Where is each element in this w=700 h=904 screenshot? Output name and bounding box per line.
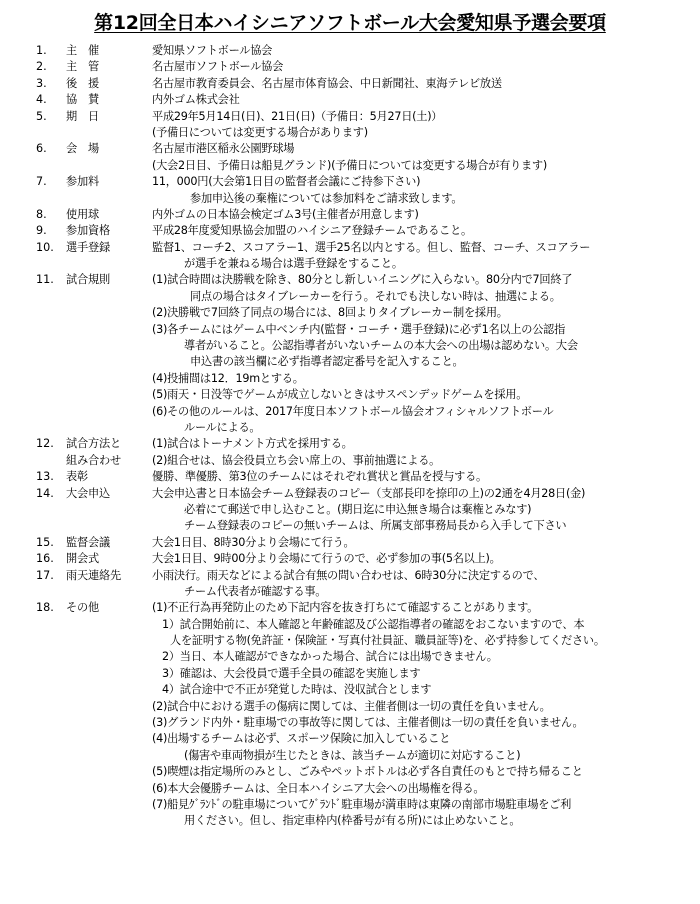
item-text-line: 内外ゴムの日本協会検定ゴム3号(主催者が用意します) bbox=[152, 207, 419, 221]
item-text-line: (大会2日目、予備日は船見グランド)(予備日については変更する場合が有ります) bbox=[152, 158, 547, 172]
item-label: その他 bbox=[66, 601, 99, 615]
item-number: 14. bbox=[36, 486, 54, 500]
item-text-line: (予備日については変更する場合があります) bbox=[152, 125, 368, 139]
guideline-list bbox=[0, 43, 700, 830]
item-text-line: 名古屋市港区稲永公園野球場 bbox=[152, 142, 295, 156]
item-text-line: (5)喫煙は指定場所のみとし、ごみやペットボトルは必ず各自責任のもとで持ち帰ること bbox=[152, 765, 583, 779]
item-label: 主 管 bbox=[66, 60, 99, 74]
item-number: 7. bbox=[36, 175, 47, 189]
item-text-line: が選手を兼ねる場合は選手登録をすること。 bbox=[184, 257, 403, 271]
item-text-line: チーム代表者が確認する事。 bbox=[184, 584, 327, 598]
item-number: 16. bbox=[36, 552, 54, 566]
item-number: 18. bbox=[36, 601, 54, 615]
item-text-line: (4)投捕間は12．19mとする。 bbox=[152, 371, 304, 385]
guideline-item bbox=[0, 568, 700, 601]
item-label: 会 場 bbox=[66, 142, 99, 156]
item-label: 選手登録 bbox=[66, 240, 110, 254]
item-text-line: 同点の場合はタイブレーカーを行う。それでも決しない時は、抽選による。 bbox=[190, 289, 561, 303]
item-text-line: 大会申込書と日本協会チーム登録表のコピー（支部長印を捺印の上)の2通を4月28日(金) bbox=[152, 486, 586, 500]
item-text-line: 用ください。但し、指定車枠内(枠番号が有る所)には止めないこと。 bbox=[184, 814, 521, 828]
item-text-line: 名古屋市ソフトボール協会 bbox=[152, 60, 284, 74]
item-text-line: 11，000円(大会第1日目の監督者会議にご持参下さい) bbox=[152, 175, 421, 189]
guideline-item bbox=[0, 436, 700, 469]
guideline-item bbox=[0, 272, 700, 436]
item-text-line: (1)試合時間は決勝戦を除き、80分とし新しいイニングに入らない。80分内で7回終了 bbox=[152, 273, 573, 287]
item-text-line: (7)船見ｸﾞﾗﾝﾄﾞの駐車場についてｸﾞﾗﾝﾄﾞ駐車場が満車時は東隣の南部市場駐車場をご利 bbox=[152, 797, 572, 811]
item-number: 12. bbox=[36, 437, 54, 451]
item-text-line: 3）確認は、大会役員で選手全員の確認を実施します bbox=[162, 666, 421, 680]
guideline-item bbox=[0, 486, 700, 535]
item-text-line: ルールによる。 bbox=[184, 420, 261, 434]
item-text-line: (3)グランド内外・駐車場での事故等に関しては、主催者側は一切の責任を負いません。 bbox=[152, 716, 584, 730]
item-text-line: 平成29年5月14日(日)、21日(日)（予備日：5月27日(土)） bbox=[152, 109, 443, 123]
guideline-item bbox=[0, 141, 700, 174]
item-number: 3. bbox=[36, 76, 47, 90]
guideline-item bbox=[0, 92, 700, 108]
item-label: 監督会議 bbox=[66, 535, 110, 549]
item-text-line: チーム登録表のコピーの無いチームは、所属支部事務局長から入手して下さい bbox=[184, 519, 567, 533]
guideline-item bbox=[0, 600, 700, 829]
item-text-line: (1)試合はトーナメント方式を採用する。 bbox=[152, 437, 353, 451]
item-text-line: (4)出場するチームは必ず、スポーツ保険に加入していること bbox=[152, 732, 451, 746]
item-number: 8. bbox=[36, 207, 47, 221]
guideline-item bbox=[0, 240, 700, 273]
item-label: 期 日 bbox=[66, 109, 99, 123]
item-text-line: (5)雨天・日没等でゲームが成立しないときはサスペンデッドゲームを採用。 bbox=[152, 388, 528, 402]
item-text-line: 愛知県ソフトボール協会 bbox=[152, 44, 273, 57]
item-text-line: 人を証明する物(免許証・保険証・写真付社員証、職員証等)を、必ず持参してください。 bbox=[170, 634, 605, 648]
item-number: 5. bbox=[36, 109, 47, 123]
item-number: 6. bbox=[36, 142, 47, 156]
item-number: 17. bbox=[36, 568, 54, 582]
guideline-item bbox=[0, 207, 700, 223]
item-text-line: 監督1、コーチ2、スコアラー1、選手25名以内とする。但し、監督、コーチ、スコアラー bbox=[152, 240, 591, 254]
item-label: 協 賛 bbox=[66, 93, 99, 107]
guideline-item bbox=[0, 469, 700, 485]
item-number: 1. bbox=[36, 44, 47, 57]
item-text-line: 4）試合途中で不正が発覚した時は、没収試合とします bbox=[162, 683, 432, 697]
item-text-line: 名古屋市教育委員会、名古屋市体育協会、中日新聞社、東海テレビ放送 bbox=[152, 76, 502, 90]
item-text-line: 内外ゴム株式会社 bbox=[152, 93, 240, 107]
item-label: 参加資格 bbox=[66, 224, 110, 238]
item-text-line: 2）当日、本人確認ができなかった場合、試合には出場できません。 bbox=[162, 650, 498, 664]
item-text-line: 平成28年度愛知県協会加盟のハイシニア登録チームであること。 bbox=[152, 224, 472, 238]
guideline-item bbox=[0, 551, 700, 567]
item-text-line: 小雨決行。雨天などによる試合有無の問い合わせは、6時30分に決定するので、 bbox=[152, 568, 545, 582]
item-text-line: (3)各チームにはゲーム中ベンチ内(監督・コーチ・選手登録)に必ず1名以上の公認指 bbox=[152, 322, 566, 336]
item-number: 4. bbox=[36, 93, 47, 107]
guideline-item bbox=[0, 59, 700, 75]
item-label: 試合方法と bbox=[66, 437, 121, 451]
item-label: 参加料 bbox=[66, 175, 99, 189]
item-text-line: (傷害や車両物損が生じたときは、該当チームが適切に対応すること) bbox=[184, 748, 521, 762]
item-number: 10. bbox=[36, 240, 54, 254]
item-label: 試合規則 bbox=[66, 273, 110, 287]
item-number: 15. bbox=[36, 535, 54, 549]
item-label: 開会式 bbox=[66, 552, 99, 566]
item-text-line: (6)その他のルールは、2017年度日本ソフトボール協会オフィシャルソフトボール bbox=[152, 404, 554, 418]
item-text-line: 必着にて郵送で申し込むこと。(期日迄に申込無き場合は棄権とみなす) bbox=[184, 502, 532, 516]
item-text-line: 参加申込後の棄権については参加料をご請求致します。 bbox=[190, 191, 463, 205]
item-text-line: 優勝、準優勝、第3位のチームにはそれぞれ賞状と賞品を授与する。 bbox=[152, 470, 487, 484]
item-label: 雨天連絡先 bbox=[66, 568, 121, 582]
item-label: 後 援 bbox=[66, 76, 99, 90]
item-text-line: (2)組合せは、協会役員立ち会い席上の、事前抽選による。 bbox=[152, 453, 441, 467]
guideline-item bbox=[0, 223, 700, 239]
item-number: 9. bbox=[36, 224, 47, 238]
item-text-line: (2)試合中における選手の傷病に関しては、主催者側は一切の責任を負いません。 bbox=[152, 699, 551, 713]
item-text-line: 導者がいること。公認指導者がいないチームの本大会への出場は認めない。大会 bbox=[184, 339, 578, 353]
guideline-item bbox=[0, 535, 700, 551]
item-text-line: (2)決勝戦で7回終了同点の場合には、8回よりタイブレーカー制を採用。 bbox=[152, 306, 508, 320]
guideline-item bbox=[0, 76, 700, 92]
item-label: 大会申込 bbox=[66, 486, 110, 500]
item-number: 11. bbox=[36, 273, 54, 287]
page-title: 第12回全日本ハイシニアソフトボール大会愛知県予選会要項 bbox=[94, 12, 606, 34]
guideline-item bbox=[0, 174, 700, 207]
guideline-item bbox=[0, 43, 700, 59]
guideline-item bbox=[0, 109, 700, 142]
item-text-line: 申込書の該当欄に必ず指導者認定番号を記入すること。 bbox=[190, 355, 464, 369]
item-label: 主 催 bbox=[66, 44, 99, 57]
item-label-line2: 組み合わせ bbox=[66, 453, 121, 467]
item-number: 13. bbox=[36, 470, 54, 484]
item-label: 使用球 bbox=[66, 207, 99, 221]
item-text-line: (6)本大会優勝チームは、全日本ハイシニア大会への出場権を得る。 bbox=[152, 781, 485, 795]
item-text-line: 1）試合開始前に、本人確認と年齢確認及び公認指導者の確認をおこないますので、本 bbox=[162, 617, 585, 631]
item-text-line: 大会1日目、9時00分より会場にて行うので、必ず参加の事(5名以上)。 bbox=[152, 552, 501, 566]
item-number: 2. bbox=[36, 60, 47, 74]
item-label: 表彰 bbox=[66, 470, 88, 484]
item-text-line: 大会1日目、8時30分より会場にて行う。 bbox=[152, 535, 355, 549]
item-text-line: (1)不正行為再発防止のため下記内容を抜き打ちにて確認することがあります。 bbox=[152, 601, 539, 615]
